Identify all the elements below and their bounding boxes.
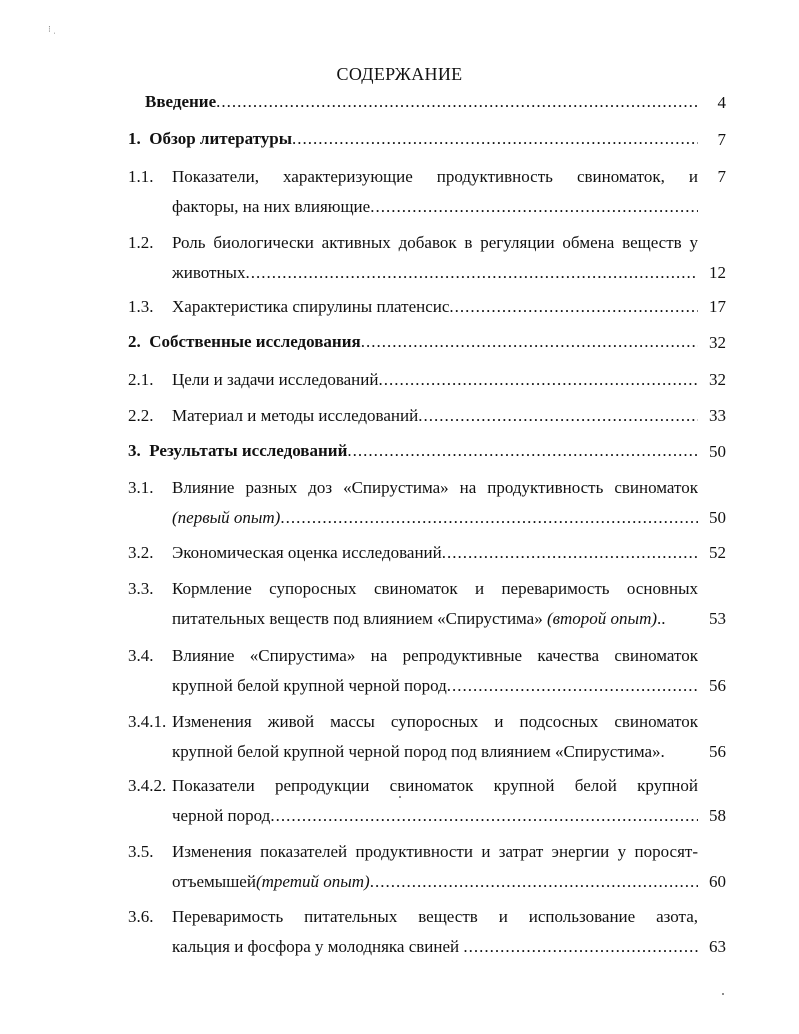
dot-leader bbox=[347, 441, 698, 461]
toc-entry-3-4[interactable] bbox=[0, 645, 799, 717]
toc-entry-number: 3.2. bbox=[128, 543, 154, 562]
toc-entry-title: Материал и методы исследований bbox=[172, 406, 419, 425]
toc-entry-page: 32 bbox=[709, 333, 726, 352]
dot-leader bbox=[442, 542, 698, 564]
dot-leader bbox=[370, 196, 698, 218]
toc-entry-title-line2: черной пород bbox=[172, 806, 271, 825]
toc-entry-number: 1.3. bbox=[128, 297, 154, 316]
toc-entry-page: 56 bbox=[709, 742, 726, 761]
toc-entry-title-line1: Изменения показателей продуктивности и затрат энергии у поросят- bbox=[172, 842, 698, 861]
toc-entry-title-line1: Показатели репродукции свиноматок крупной белой крупной bbox=[172, 776, 698, 795]
toc-entry-title: Обзор литературы bbox=[149, 129, 293, 148]
toc-entry-title-line2: кальция и фосфора у молодняка свиней bbox=[172, 937, 460, 956]
toc-entry-page: 7 bbox=[717, 130, 726, 149]
toc-entry-number: 3.4.2. bbox=[128, 776, 167, 795]
toc-entry-title-line2: факторы, на них влияющие bbox=[172, 197, 371, 216]
scan-artifact: ⁝ ˌ bbox=[48, 24, 57, 34]
dot-leader bbox=[216, 92, 698, 112]
toc-entry-title-line1: Кормление супоросных свиноматок и переваримость основных bbox=[172, 579, 698, 598]
toc-entry-number: 3.5. bbox=[128, 842, 154, 861]
toc-entry-number: 3.3. bbox=[128, 579, 154, 598]
dot-leader bbox=[361, 332, 698, 352]
toc-entry-number: 3. bbox=[128, 441, 141, 460]
toc-entry-page: 63 bbox=[709, 937, 726, 956]
toc-entry-title-line1: Роль биологически активных добавок в регуляции обмена веществ у bbox=[172, 233, 698, 252]
toc-entry-1-1[interactable] bbox=[0, 166, 799, 238]
dot-leader bbox=[245, 262, 698, 284]
toc-entry-title-note: (второй опыт) bbox=[546, 609, 658, 628]
toc-entry-number: 3.1. bbox=[128, 478, 154, 497]
toc-entry-page: 56 bbox=[709, 676, 726, 695]
toc-entry-title-note: (третий опыт) bbox=[255, 872, 370, 891]
toc-entry-title-line1: Переваримость питательных веществ и использование азота, bbox=[172, 907, 698, 926]
toc-entry-title: Характеристика спирулины платенсис bbox=[172, 297, 450, 316]
toc-entry-number: 1.1. bbox=[128, 167, 154, 186]
toc-entry-page: 12 bbox=[709, 263, 726, 282]
dot-leader bbox=[270, 805, 698, 827]
toc-entry-page: 33 bbox=[709, 406, 726, 425]
toc-entry-page: 60 bbox=[709, 872, 726, 891]
toc-entry-title: Экономическая оценка исследований bbox=[172, 543, 442, 562]
toc-entry-title-line1: Изменения живой массы супоросных и подсосных свиноматок bbox=[172, 712, 698, 731]
toc-entry-number: 3.4.1. bbox=[128, 712, 167, 731]
toc-entry-title-line1: Влияние разных доз «Спирустима» на продуктивность свиноматок bbox=[172, 478, 698, 497]
toc-entry-title-line1: Влияние «Спирустима» на репродуктивные качества свиноматок bbox=[172, 646, 698, 665]
toc-entry-page: 50 bbox=[709, 442, 726, 461]
dot-leader bbox=[418, 405, 698, 427]
toc-entry-title-line2: (первый опыт) bbox=[172, 508, 281, 527]
dot-leader bbox=[378, 369, 698, 391]
toc-entry-page: 53 bbox=[709, 609, 726, 628]
toc-entry-title-line1: Показатели, характеризующие продуктивность свиноматок, и bbox=[172, 167, 698, 186]
toc-entry-page: 7 bbox=[717, 167, 726, 186]
toc-entry-number: 3.6. bbox=[128, 907, 154, 926]
scan-speck bbox=[722, 993, 724, 995]
toc-entry-title: Цели и задачи исследований bbox=[172, 370, 379, 389]
dot-leader bbox=[447, 675, 698, 697]
toc-entry-title: Результаты исследований bbox=[149, 441, 348, 460]
toc-entry-number: 1.2. bbox=[128, 233, 154, 252]
scan-speck bbox=[399, 796, 401, 798]
dot-leader bbox=[449, 296, 698, 318]
toc-entry-title-line2: крупной белой крупной черной пород bbox=[172, 676, 447, 695]
toc-entry-page: 32 bbox=[709, 370, 726, 389]
toc-entry-number: 2.1. bbox=[128, 370, 154, 389]
toc-heading: СОДЕРЖАНИЕ bbox=[336, 64, 463, 84]
toc-entry-title-line2: животных bbox=[172, 263, 246, 282]
toc-entry-number: 2. bbox=[128, 332, 141, 351]
toc-entry-page: 17 bbox=[709, 297, 726, 316]
dot-leader: .. bbox=[657, 609, 666, 628]
toc-entry-3-4-1[interactable] bbox=[0, 711, 799, 783]
toc-entry-3-6[interactable] bbox=[0, 906, 799, 978]
toc-entry-title-line2: отъемышей bbox=[172, 872, 256, 891]
toc-entry-page: 4 bbox=[717, 93, 726, 112]
toc-entry-title-line2: крупной белой крупной черной пород под влиянием «Спирустима». bbox=[172, 742, 665, 761]
toc-entry-3-3[interactable] bbox=[0, 578, 799, 650]
toc-entry-number: 2.2. bbox=[128, 406, 154, 425]
toc-entry-page: 52 bbox=[709, 543, 726, 562]
toc-entry-title: Введение bbox=[145, 92, 217, 111]
toc-entry-title-line2: питательных веществ под влиянием «Спирустима» bbox=[172, 609, 547, 628]
toc-entry-number: 1. bbox=[128, 129, 141, 148]
toc-entry-number: 3.4. bbox=[128, 646, 154, 665]
dot-leader bbox=[280, 507, 698, 529]
dot-leader bbox=[292, 129, 698, 149]
dot-leader bbox=[463, 936, 698, 958]
toc-entry-3-4-2[interactable] bbox=[0, 775, 799, 847]
toc-entry-3-5[interactable] bbox=[0, 841, 799, 913]
toc-entry-title: Собственные исследования bbox=[149, 332, 361, 351]
toc-entry-3-1[interactable] bbox=[0, 477, 799, 549]
toc-entry-page: 50 bbox=[709, 508, 726, 527]
toc-entry-1-2[interactable] bbox=[0, 232, 799, 304]
dot-leader bbox=[370, 871, 698, 893]
toc-entry-page: 58 bbox=[709, 806, 726, 825]
